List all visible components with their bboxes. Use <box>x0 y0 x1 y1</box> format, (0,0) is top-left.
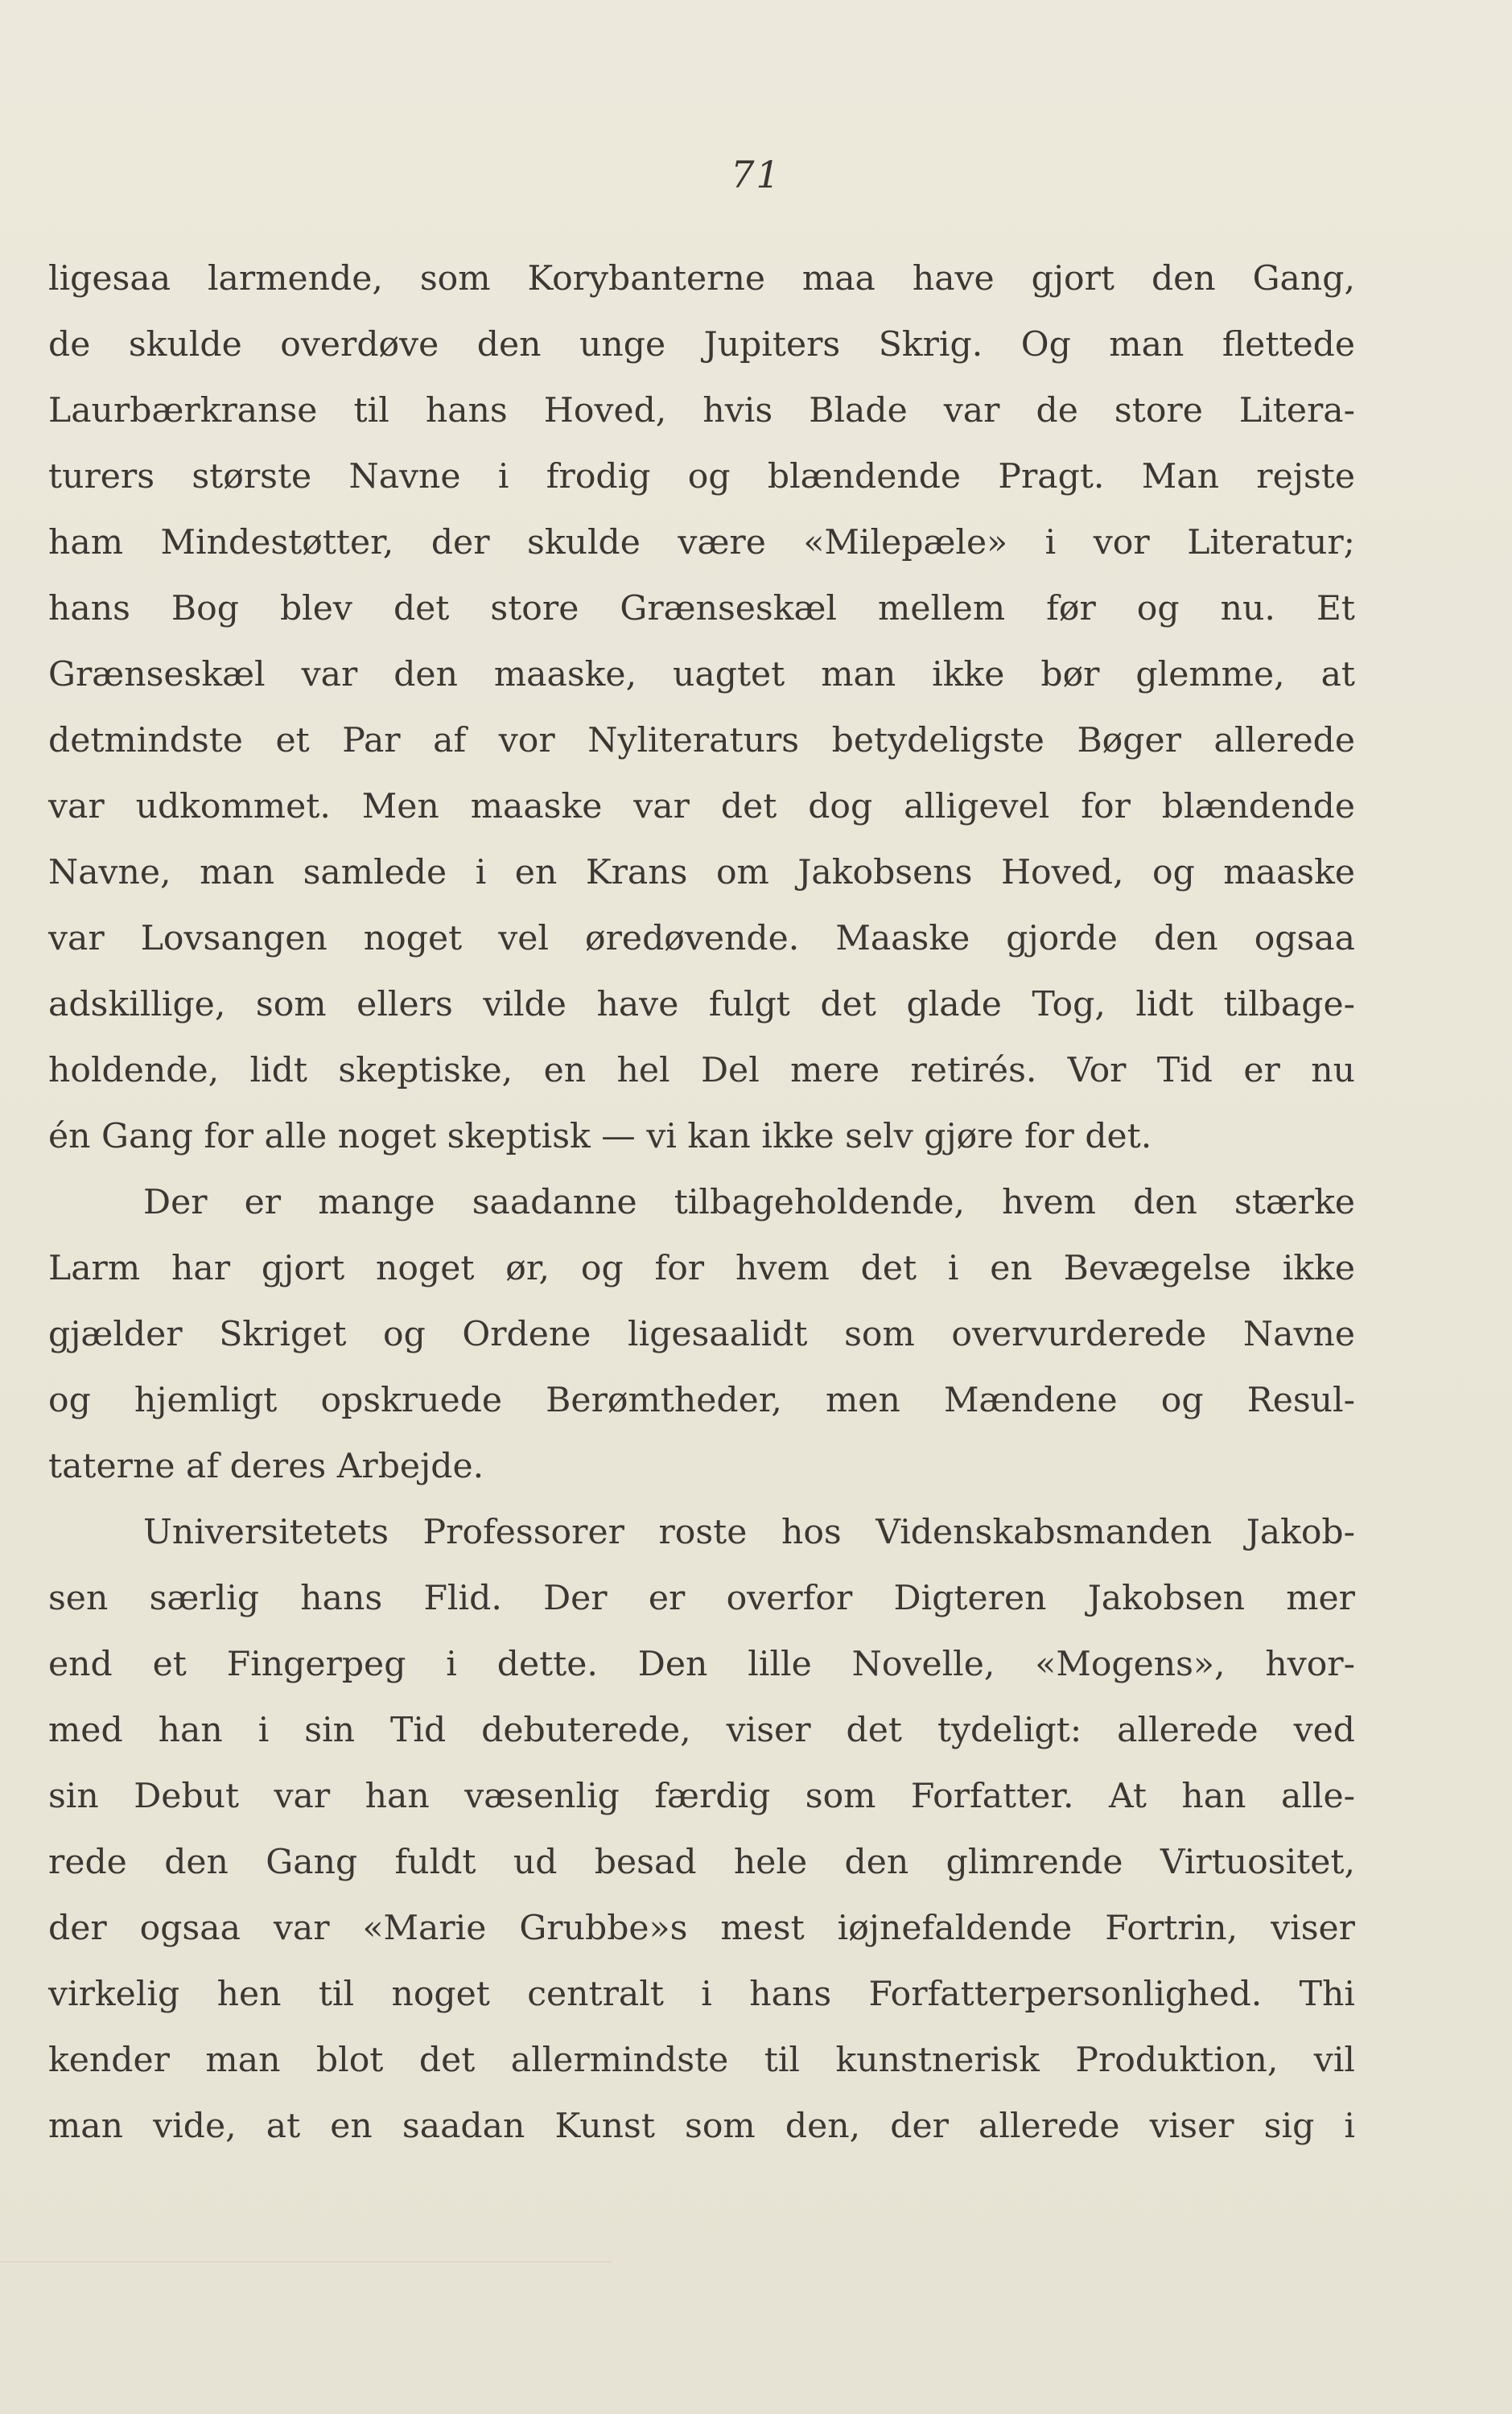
text-line: adskillige, som ellers vilde have fulgt det glade Tog, lidt tilbage- <box>48 985 1355 1024</box>
text-line: gjælder Skriget og Ordene ligesaalidt som overvurderede Navne <box>48 1315 1355 1354</box>
body-text <box>48 246 1355 2160</box>
text-line: Larm har gjort noget ør, og for hvem det i en Bevægelse ikke <box>48 1249 1355 1288</box>
text-line: og hjemligt opskruede Berømtheder, men Mændene og Resul- <box>48 1381 1355 1420</box>
text-line: detmindste et Par af vor Nyliteraturs betydeligste Bøger allerede <box>48 721 1355 760</box>
text-line: ham Mindestøtter, der skulde være «Milepæle» i vor Literatur; <box>48 523 1355 562</box>
paragraph-start-line: Universitetets Professorer roste hos Videnskabsmanden Jakob- <box>143 1513 1355 1552</box>
text-line: var Lovsangen noget vel øredøvende. Maaske gjorde den ogsaa <box>48 919 1355 958</box>
text-line: én Gang for alle noget skeptisk — vi kan ikke selv gjøre for det. <box>48 1117 1152 1156</box>
page-edge-mark <box>0 2261 612 2263</box>
text-line: kender man blot det allermindste til kunstnerisk Produktion, vil <box>48 2041 1355 2080</box>
text-line: Laurbærkranse til hans Hoved, hvis Blade var de store Litera- <box>48 391 1355 430</box>
text-line: rede den Gang fuldt ud besad hele den glimrende Virtuositet, <box>48 1843 1355 1882</box>
text-line: der ogsaa var «Marie Grubbe»s mest iøjnefaldende Fortrin, viser <box>48 1909 1355 1948</box>
text-line: de skulde overdøve den unge Jupiters Skrig. Og man flettede <box>48 325 1355 365</box>
text-line: Grænseskæl var den maaske, uagtet man ikke bør glemme, at <box>48 655 1355 694</box>
text-line: ligesaa larmende, som Korybanterne maa have gjort den Gang, <box>48 259 1355 299</box>
text-line: Navne, man samlede i en Krans om Jakobsens Hoved, og maaske <box>48 853 1355 892</box>
text-line: taterne af deres Arbejde. <box>48 1447 484 1486</box>
text-line: sen særlig hans Flid. Der er overfor Digteren Jakobsen mer <box>48 1579 1355 1618</box>
text-line: end et Fingerpeg i dette. Den lille Novelle, «Mogens», hvor- <box>48 1645 1355 1684</box>
text-line: holdende, lidt skeptiske, en hel Del mere retirés. Vor Tid er nu <box>48 1051 1355 1090</box>
page-number: 71 <box>731 153 781 196</box>
text-line: sin Debut var han væsenlig færdig som Forfatter. At han alle- <box>48 1777 1355 1816</box>
paragraph-start-line: Der er mange saadanne tilbageholdende, hvem den stærke <box>143 1183 1355 1222</box>
text-line: turers største Navne i frodig og blændende Pragt. Man rejste <box>48 457 1355 496</box>
text-line: man vide, at en saadan Kunst som den, der allerede viser sig i <box>48 2107 1355 2146</box>
text-line: var udkommet. Men maaske var det dog alligevel for blændende <box>48 787 1355 826</box>
text-line: hans Bog blev det store Grænseskæl mellem før og nu. Et <box>48 589 1355 628</box>
text-line: virkelig hen til noget centralt i hans Forfatterpersonlighed. Thi <box>48 1975 1355 2014</box>
text-line: med han i sin Tid debuterede, viser det tydeligt: allerede ved <box>48 1711 1355 1750</box>
